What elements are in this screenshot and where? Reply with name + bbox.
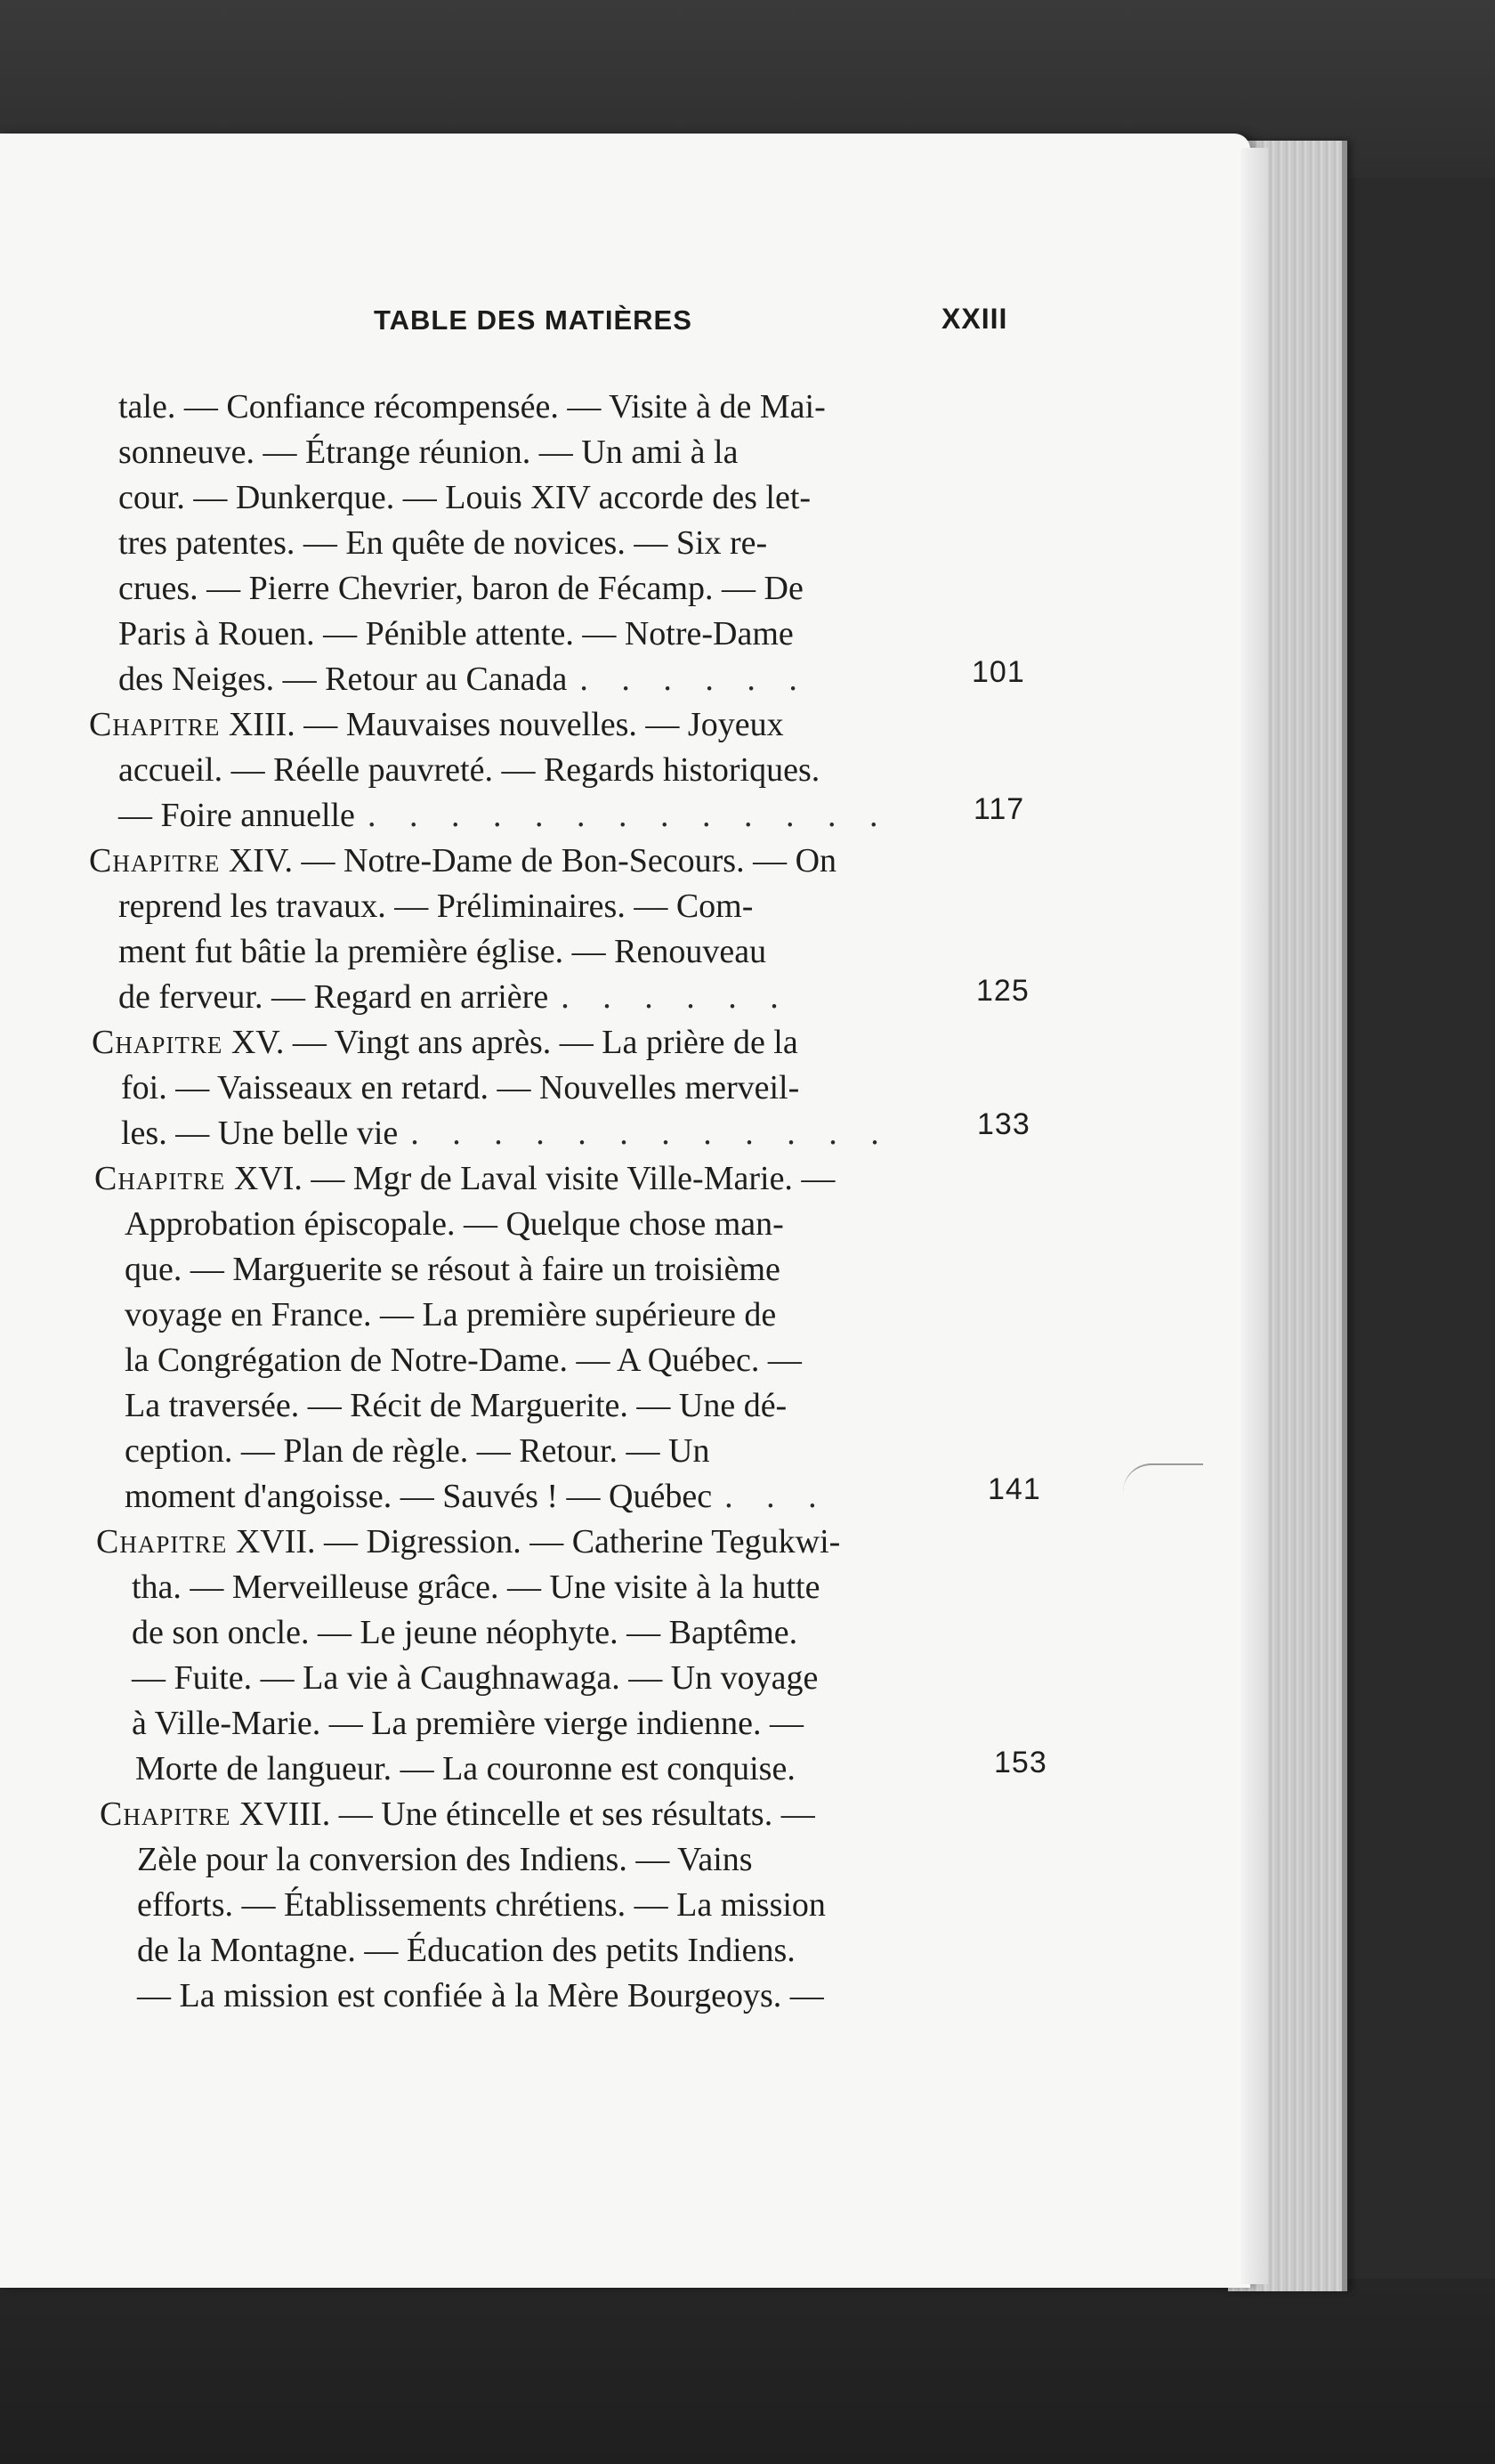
toc-line: — Fuite. — La vie à Caughnawaga. — Un voyage: [132, 1659, 819, 1697]
toc-line: de ferveur. — Regard en arrière . . . . . .: [118, 975, 791, 1019]
chapter-word: Chapitre: [96, 1523, 228, 1560]
toc-line: foi. — Vaisseaux en retard. — Nouvelles merveil-: [121, 1069, 800, 1106]
dot-leader: . . .: [724, 1478, 829, 1515]
toc-line: cour. — Dunkerque. — Louis XIV accorde des let-: [118, 479, 812, 516]
toc-line: de son oncle. — Le jeune néophyte. — Baptême.: [132, 1614, 798, 1651]
running-head-page-number: XXIII: [941, 303, 1008, 335]
toc-line: sonneuve. — Étrange réunion. — Un ami à la: [118, 434, 739, 471]
toc-page-number: 101: [972, 655, 1025, 689]
chapter-word: Chapitre: [92, 1024, 223, 1061]
toc-page-number: 125: [976, 974, 1030, 1008]
toc-line: la Congrégation de Notre-Dame. — A Québec. —: [125, 1341, 802, 1379]
toc-line: des Neiges. — Retour au Canada . . . . . .: [118, 657, 810, 701]
dot-leader: . . . . . . . . . . . .: [410, 1114, 892, 1152]
toc-page-number: 141: [988, 1472, 1041, 1506]
toc-line: — Foire annuelle . . . . . . . . . . . . .: [118, 793, 890, 838]
toc-chapter-line: Chapitre XV. — Vingt ans après. — La prière de la: [92, 1024, 798, 1061]
dot-leader: . . . . . .: [579, 661, 810, 698]
toc-line: les. — Une belle vie . . . . . . . . . . . .: [121, 1111, 892, 1155]
toc-line: à Ville-Marie. — La première vierge indienne. —: [132, 1705, 804, 1742]
toc-line: La traversée. — Récit de Marguerite. — Une dé-: [125, 1387, 788, 1424]
toc-line: crues. — Pierre Chevrier, baron de Fécamp. — De: [118, 570, 804, 607]
toc-line: accueil. — Réelle pauvreté. — Regards historiques.: [118, 751, 820, 789]
chapter-word: Chapitre: [94, 1160, 226, 1197]
toc-line: — La mission est confiée à la Mère Bourgeoys. —: [137, 1977, 824, 2014]
chapter-word: Chapitre: [89, 842, 221, 879]
toc-line: Paris à Rouen. — Pénible attente. — Notre-Dame: [118, 615, 794, 652]
toc-line: Approbation épiscopale. — Quelque chose man-: [125, 1205, 784, 1243]
toc-line: Zèle pour la conversion des Indiens. — Vains: [137, 1841, 753, 1878]
toc-line: tha. — Merveilleuse grâce. — Une visite à la hutte: [132, 1568, 820, 1606]
toc-line: Morte de langueur. — La couronne est conquise.: [135, 1750, 796, 1787]
page-mark: [1123, 1463, 1203, 1492]
dot-leader: . . . . . .: [561, 978, 791, 1016]
toc-line: tale. — Confiance récompensée. — Visite à de Mai-: [118, 388, 826, 426]
background-bottom: [0, 2279, 1495, 2464]
toc-chapter-line: Chapitre XIII. — Mauvaises nouvelles. — Joyeux: [89, 706, 784, 743]
toc-line: ment fut bâtie la première église. — Renouveau: [118, 933, 767, 970]
toc-chapter-line: Chapitre XVIII. — Une étincelle et ses résultats. —: [100, 1795, 815, 1833]
running-head-title: TABLE DES MATIÈRES: [374, 304, 692, 336]
toc-line: moment d'angoisse. — Sauvés ! — Québec . . .: [125, 1474, 829, 1519]
toc-page-number: 133: [977, 1107, 1030, 1141]
toc-line: que. — Marguerite se résout à faire un troisième: [125, 1251, 780, 1288]
toc-line: ception. — Plan de règle. — Retour. — Un: [125, 1432, 710, 1470]
toc-chapter-line: Chapitre XVI. — Mgr de Laval visite Ville-Marie. —: [94, 1160, 836, 1197]
toc-line: voyage en France. — La première supérieure de: [125, 1296, 777, 1333]
chapter-word: Chapitre: [89, 706, 221, 743]
toc-line: efforts. — Établissements chrétiens. — La mission: [137, 1886, 826, 1924]
chapter-word: Chapitre: [100, 1795, 231, 1833]
dot-leader: . . . . . . . . . . . . .: [367, 797, 891, 834]
toc-page-number: 117: [974, 792, 1025, 826]
toc-page-number: 153: [994, 1746, 1047, 1779]
toc-line: reprend les travaux. — Préliminaires. — Com-: [118, 888, 754, 925]
toc-chapter-line: Chapitre XVII. — Digression. — Catherine Tegukwi-: [96, 1523, 841, 1560]
page-curl-shadow: [1241, 148, 1268, 2284]
toc-line: de la Montagne. — Éducation des petits Indiens.: [137, 1932, 796, 1969]
toc-chapter-line: Chapitre XIV. — Notre-Dame de Bon-Secours. — On: [89, 842, 837, 879]
toc-line: tres patentes. — En quête de novices. — Six re-: [118, 524, 768, 562]
